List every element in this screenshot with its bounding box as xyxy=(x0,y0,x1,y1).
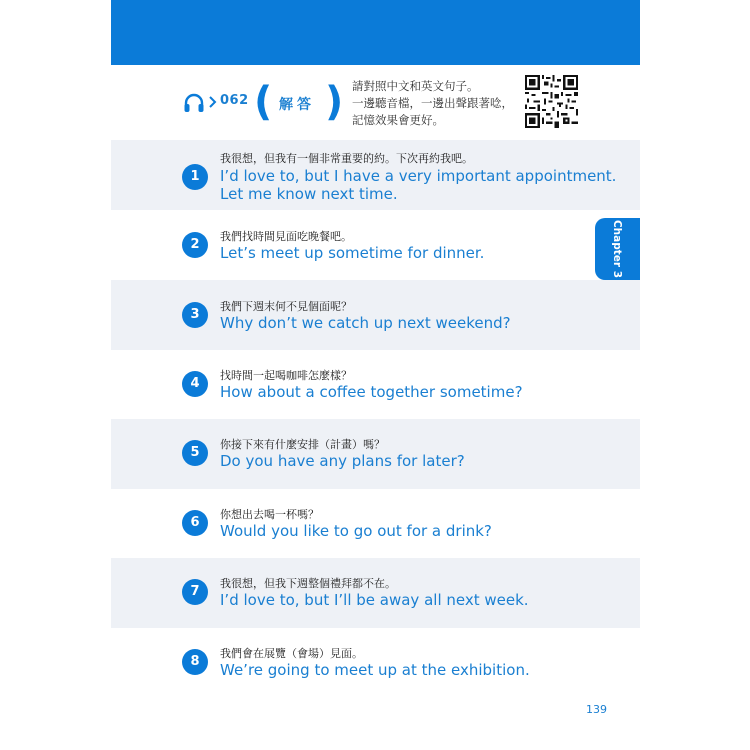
chinese-sentence: 我們找時間見面吃晚餐吧。 xyxy=(220,230,352,243)
english-sentence: How about a coffee together sometime? xyxy=(220,383,523,401)
item-number-badge: 7 xyxy=(182,579,208,605)
section-header xyxy=(111,65,640,140)
english-sentence: Let’s meet up sometime for dinner. xyxy=(220,244,485,262)
instruction-line: 記憶效果會更好。 xyxy=(352,113,444,127)
item-number-badge: 8 xyxy=(182,649,208,675)
chinese-sentence: 你想出去喝一杯嗎？ xyxy=(220,508,319,521)
section-title: 解答 xyxy=(279,97,315,113)
list-item xyxy=(111,419,640,489)
english-sentence-line-2: Let me know next time. xyxy=(220,185,398,203)
list-item xyxy=(111,628,640,698)
item-number-badge: 1 xyxy=(182,164,208,190)
chevron-right-icon xyxy=(208,95,218,109)
qr-code[interactable] xyxy=(525,75,578,128)
bracket-left: ( xyxy=(254,79,273,125)
english-sentence: We’re going to meet up at the exhibition. xyxy=(220,661,530,679)
english-sentence: Why don’t we catch up next weekend? xyxy=(220,314,511,332)
list-item xyxy=(111,489,640,559)
headphones-icon xyxy=(183,92,205,114)
audio-track-number: 062 xyxy=(220,93,249,108)
item-number-badge: 6 xyxy=(182,510,208,536)
english-sentence: I’d love to, but I’ll be away all next week. xyxy=(220,591,529,609)
chinese-sentence: 我們下週末何不見個面呢？ xyxy=(220,300,352,313)
english-sentence: Would you like to go out for a drink? xyxy=(220,522,492,540)
item-number-badge: 2 xyxy=(182,232,208,258)
page-number: 139 xyxy=(586,703,607,716)
item-number-badge: 5 xyxy=(182,440,208,466)
english-sentence: I’d love to, but I have a very important appointment. xyxy=(220,167,617,185)
list-item xyxy=(111,558,640,628)
chinese-sentence: 我們會在展覽（會場）見面。 xyxy=(220,647,363,660)
item-number-badge: 3 xyxy=(182,302,208,328)
instruction-line: 請對照中文和英文句子。 xyxy=(352,79,479,93)
chinese-sentence: 找時間一起喝咖啡怎麼樣？ xyxy=(220,369,352,382)
item-number-badge: 4 xyxy=(182,371,208,397)
list-item xyxy=(111,210,640,280)
instruction-line: 一邊聽音檔，一邊出聲跟著唸， xyxy=(352,96,513,110)
chinese-sentence: 你接下來有什麼安排（計畫）嗎？ xyxy=(220,438,385,451)
list-item xyxy=(111,280,640,350)
chapter-tab[interactable] xyxy=(595,218,640,280)
list-item xyxy=(111,140,640,210)
instructions-text xyxy=(352,78,522,129)
chinese-sentence: 我很想，但我下週整個禮拜都不在。 xyxy=(220,577,396,590)
top-color-band xyxy=(111,0,640,65)
chinese-sentence: 我很想，但我有一個非常重要的約。下次再約我吧。 xyxy=(220,152,473,165)
list-item xyxy=(111,350,640,420)
chapter-label: Chapter 3 xyxy=(611,219,623,279)
english-sentence: Do you have any plans for later? xyxy=(220,452,465,470)
bracket-right: ) xyxy=(325,79,344,125)
